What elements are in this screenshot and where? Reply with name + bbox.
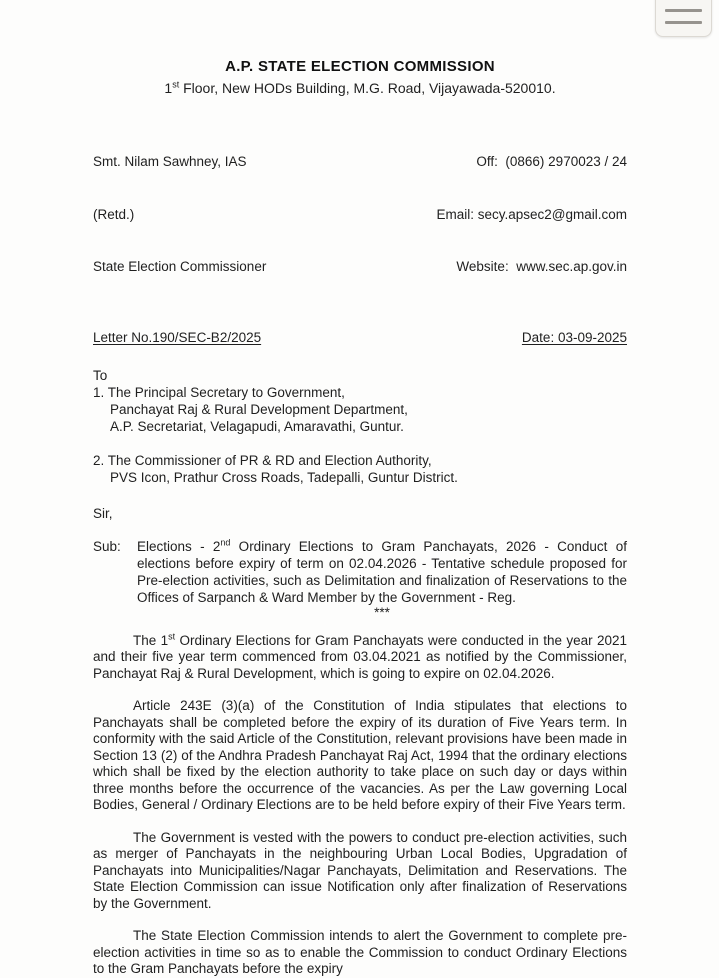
officer-designation: State Election Commissioner (93, 259, 267, 274)
hamburger-menu-icon (656, 0, 711, 36)
addressee-line: A.P. Secretariat, Velagapudi, Amaravathi, Guntur. (110, 418, 404, 434)
subject-text: Elections - 2nd Ordinary Elections to Gram Panchayats, 2026 - Conduct of elections before expiry of term on 02.04.2026 - Tentative schedule proposed for Pre-election activities, such as Delimitation and finalization of Reservations to the Offices of Sarpanch & Ward Member by the Government - Reg. (137, 537, 627, 605)
ordinal-superscript: nd (220, 537, 231, 547)
org-address: 1st Floor, New HODs Building, M.G. Road, Vijayawada-520010. (164, 79, 556, 96)
to-label: To (93, 367, 108, 383)
body-paragraph-1: The 1st Ordinary Elections for Gram Panchayats were conducted in the year 2021 and their five year term commenced from 03.04.2021 as notified by the Commissioner, Panchayat Raj & Rural Development, which is going to expire on 02.04.2026. (93, 631, 627, 681)
office-contact (436, 118, 627, 311)
office-email: Email: secy.apsec2@gmail.com (436, 206, 627, 222)
body-paragraph-3: The Government is vested with the powers to conduct pre-election activities, such as merger of Panchayats in the neighbouring Urban Local Bodies, Upgradation of Panchayats into Municipalities/Nagar Panchayats, Delimitation and Reservations. The State Election Commission can issue Notification only after finalization of Reservations by the Government. (93, 829, 627, 911)
menu-button[interactable] (655, 0, 712, 37)
addressee-line: PVS Icon, Prathur Cross Roads, Tadepalli, Guntur District. (110, 469, 458, 485)
office-phone: Off: (0866) 2970023 / 24 (476, 154, 627, 169)
reference-row (93, 329, 627, 346)
officer-name: Smt. Nilam Sawhney, IAS (93, 154, 247, 169)
letter-date: Date: 03-09-2025 (521, 329, 627, 345)
addressee-line: Panchayat Raj & Rural Development Department, (110, 401, 408, 417)
subject-separator: *** (374, 604, 390, 620)
addressee-2 (93, 452, 627, 486)
ordinal-superscript: st (168, 631, 176, 641)
addressee-line: 2. The Commissioner of PR & RD and Election Authority, (93, 452, 432, 468)
ordinal-superscript: st (172, 79, 180, 90)
body-paragraph-4: The State Election Commission intends to alert the Government to complete pre-election activities in time so as to enable the Commission to conduct Ordinary Elections to the Gram Panchayats before the expiry (93, 928, 627, 976)
officer-retd: (Retd.) (93, 206, 135, 222)
addressee-1 (93, 384, 627, 435)
body-paragraph-2: Article 243E (3)(a) of the Constitution of India stipulates that elections to Panchayats shall be completed before the expiry of its duration of Five Years term. In conformity with the said Article of the Constitution, relevant provisions have been made in Section 13 (2) of the Andhra Pradesh Panchayat Raj Act, 1994 that the ordinary elections which shall be fixed by the election authority to take place on such day or days within three months before the occurrence of the vacancies. As per the Law governing Local Bodies, General / Ordinary Elections are to be held before expiry of their Five Years term. (93, 698, 627, 812)
contact-block (93, 118, 627, 311)
addressee-line: 1. The Principal Secretary to Government, (93, 384, 345, 400)
letter-number: Letter No.190/SEC-B2/2025 (93, 329, 262, 345)
office-website: Website: www.sec.ap.gov.in (456, 259, 627, 274)
subject-body (137, 538, 627, 620)
org-title: A.P. STATE ELECTION COMMISSION (225, 58, 495, 75)
salutation: Sir, (93, 505, 113, 521)
subject-block (93, 538, 627, 620)
officer-info (93, 118, 266, 311)
subject-label: Sub: (93, 538, 121, 554)
